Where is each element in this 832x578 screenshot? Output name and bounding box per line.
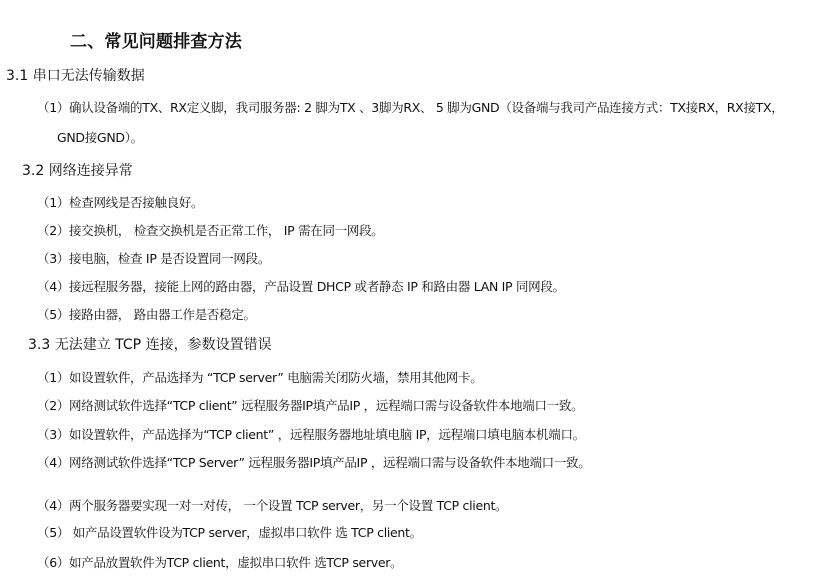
section-title-network: 3.2 网络连接异常 xyxy=(22,163,133,179)
paragraph-line: （3）如设置软件，产品选择为“TCP client” ，远程服务器地址填电脑 IP，远程端口填电脑本机端口。 xyxy=(37,427,585,442)
page-heading: 二、常见问题排查方法 xyxy=(70,32,242,52)
paragraph-line: GND接GND）。 xyxy=(57,130,143,145)
section-title-serial: 3.1 串口无法传输数据 xyxy=(6,68,145,84)
paragraph-line: （1）检查网线是否接触良好。 xyxy=(37,195,204,210)
paragraph-line: （4）网络测试软件选择“TCP Server” 远程服务器IP填产品IP ，远程端口需与设备软件本地端口一致。 xyxy=(37,455,591,470)
section-title-tcp: 3.3 无法建立 TCP 连接，参数设置错误 xyxy=(28,337,272,353)
paragraph-line: （4）两个服务器要实现一对一对传， 一个设置 TCP server，另一个设置 TCP client。 xyxy=(37,498,508,513)
paragraph-line: （2）接交换机， 检查交换机是否正常工作， IP 需在同一网段。 xyxy=(37,223,384,238)
paragraph-line: （1）确认设备端的TX、RX定义脚，我司服务器: 2 脚为TX 、3脚为RX、 5 脚为GND（设备端与我司产品连接方式：TX接RX，RX接TX， xyxy=(37,100,784,115)
paragraph-line: （6）如产品放置软件为TCP client，虚拟串口软件 选TCP server。 xyxy=(37,555,403,570)
paragraph-line: （2）网络测试软件选择“TCP client” 远程服务器IP填产品IP ，远程端口需与设备软件本地端口一致。 xyxy=(37,398,584,413)
paragraph-line: （4）接远程服务器，接能上网的路由器，产品设置 DHCP 或者静态 IP 和路由器 LAN IP 同网段。 xyxy=(37,279,565,294)
paragraph-line: （5）接路由器， 路由器工作是否稳定。 xyxy=(37,307,256,322)
paragraph-line: （1）如设置软件，产品选择为 “TCP server” 电脑需关闭防火墙，禁用其他网卡。 xyxy=(37,370,483,385)
paragraph-line: （5） 如产品设置软件设为TCP server，虚拟串口软件 选 TCP client。 xyxy=(37,525,422,540)
paragraph-line: （3）接电脑，检查 IP 是否设置同一网段。 xyxy=(37,251,271,266)
